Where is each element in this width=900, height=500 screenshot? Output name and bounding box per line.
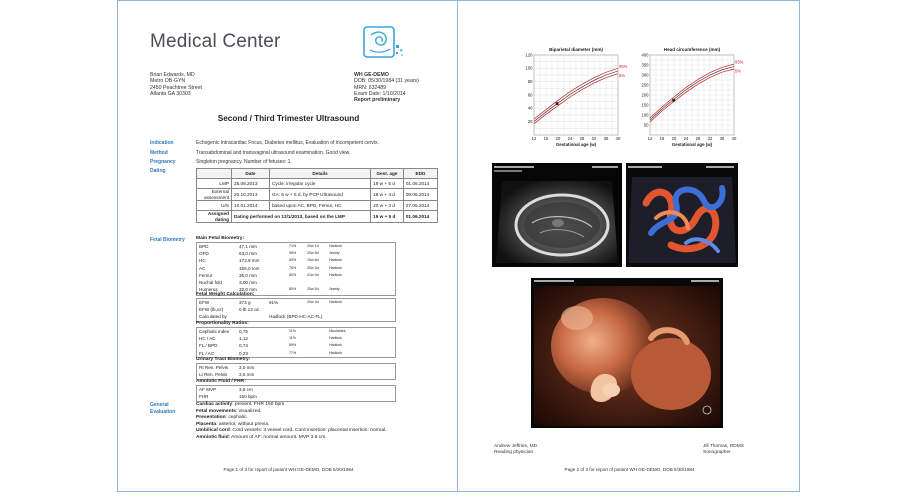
table-cell: U/S — [197, 201, 232, 211]
biometry-cell: Hadlock — [329, 258, 342, 263]
series-label: 95% — [735, 59, 744, 65]
y-tick-label: 60 — [527, 92, 533, 98]
biometry-cell: 21w 0d — [307, 272, 319, 277]
biometry-cell: 0 lb 13 oz — [239, 307, 259, 313]
biometry-cell: AF MVP — [199, 387, 217, 392]
biometry-cell: 76% — [289, 265, 297, 270]
main-biometry-section — [196, 236, 396, 296]
y-tick-label: 350 — [641, 62, 649, 68]
x-tick-label: 20 — [671, 136, 677, 141]
table-cell: Dating performed on 12/1/2013, based on the LMP — [232, 211, 371, 223]
biometry-cell: Jeanty — [329, 287, 340, 292]
table-row — [197, 179, 438, 189]
weight-box — [196, 298, 396, 322]
evaluation-term: Cardiac activity — [196, 402, 233, 407]
biometry-cell: Hadlock — [329, 244, 342, 248]
biometry-cell: 11% — [289, 329, 296, 333]
table-cell: based upon AC, BPD, Femur, HC — [269, 201, 370, 211]
dating-header-cell: EDD — [403, 169, 437, 179]
biometry-cell: 20w 3d — [307, 265, 319, 270]
main-biometry-box — [196, 242, 396, 296]
x-axis-label: Gestational age (w) — [671, 142, 713, 147]
biometry-cell: 3,5 mm — [239, 372, 255, 378]
biometry-cell: Hadlock — [329, 272, 342, 277]
evaluation-term: Umbilical cord — [196, 428, 230, 434]
evaluation-line — [196, 402, 387, 409]
x-tick-label: 36 — [719, 136, 725, 141]
evaluation-value: : anterior, without previa. — [216, 421, 270, 427]
dating-table-header — [197, 169, 438, 179]
method-label: Method — [150, 150, 168, 156]
biometry-cell: 71% — [289, 244, 297, 248]
indication-label: Indication — [150, 140, 174, 146]
y-tick-label: 80 — [527, 79, 533, 85]
biometry-cell: Hadlock — [329, 336, 342, 341]
x-tick-label: 40 — [615, 136, 621, 141]
evaluation-line — [196, 435, 387, 442]
biometry-cell: 3,0 mm — [239, 365, 255, 370]
biometry-cell: 3,00 mm — [239, 280, 257, 285]
biometry-cell: 89% — [289, 343, 297, 348]
biometry-cell: 0,75 — [239, 329, 248, 334]
biometry-cell: Hadlock — [329, 350, 342, 355]
biometry-cell: Hadlock — [329, 343, 342, 348]
table-cell: 25.08.2013 — [232, 179, 270, 189]
dating-header-cell: Details — [269, 169, 370, 179]
x-tick-label: 28 — [579, 136, 585, 141]
table-cell: 01.06.2014 — [403, 211, 437, 223]
evaluation-line — [196, 428, 387, 435]
biometry-cell: 0,23 — [239, 350, 248, 356]
sonographer-role: Sonographer — [703, 450, 731, 455]
doctor-practice: Metro OB-GYN — [150, 78, 186, 85]
biometry-cell: BPD — [199, 244, 209, 249]
biometry-cell: 80% — [289, 272, 297, 277]
reading-physician-signature — [494, 444, 537, 456]
x-tick-label: 36 — [603, 136, 609, 141]
biometry-cell: 150 bpm — [239, 394, 257, 400]
x-tick-label: 12 — [647, 136, 653, 141]
biometry-cell: 91% — [269, 300, 279, 305]
ratios-section — [196, 321, 396, 358]
table-cell: 10.01.2014 — [232, 201, 270, 211]
ultrasound-color-doppler-image — [626, 163, 738, 267]
biometry-cell: 155,0 mm — [239, 265, 260, 271]
patient-dob: DOB: 05/30/1984 (31 years) — [354, 78, 419, 85]
biometry-cell: OFD — [199, 251, 209, 257]
x-tick-label: 12 — [531, 136, 537, 141]
biometry-cell: Rt Ren. Pelvis — [199, 365, 229, 370]
biometry-cell: 373 g — [239, 300, 251, 305]
evaluation-value: : Cord vessels: 3 vessel cord. Cord insertion: placental insertion: normal. — [229, 428, 387, 434]
weight-section — [196, 292, 396, 322]
table-cell: External assessment — [197, 189, 232, 201]
x-tick-label: 16 — [659, 136, 665, 141]
sonographer-name: Jill Thomas, RDMS — [703, 444, 744, 449]
biometry-cell: 80% — [289, 287, 297, 292]
biometry-cell: Femur — [199, 272, 213, 278]
x-axis-label: Gestational age (w) — [555, 142, 597, 147]
series-label: 95% — [619, 63, 628, 69]
biometry-cell: EFW (lb,oz) — [199, 307, 224, 313]
x-tick-label: 16 — [543, 136, 549, 141]
table-cell: Assigned dating — [197, 211, 232, 223]
y-tick-label: 20 — [527, 119, 533, 125]
general-evaluation-text — [196, 402, 387, 442]
y-tick-label: 100 — [525, 65, 533, 71]
weight-title: Fetal Weight Calculation: — [196, 292, 255, 297]
evaluation-value: : Amount of AF: normal amount. MVP 3.8 cm. — [228, 434, 327, 440]
biometry-cell: AC — [199, 265, 206, 271]
y-tick-label: 400 — [641, 52, 649, 58]
measurement-point — [672, 99, 675, 102]
y-tick-label: 300 — [641, 72, 649, 78]
evaluation-term: Fetal movements — [196, 408, 236, 414]
urinary-section — [196, 357, 396, 380]
biometry-cell: 32,0 mm — [239, 287, 257, 293]
main-biometry-title: Main Fetal Biometry: — [196, 236, 245, 241]
biometry-cell: 11% — [289, 336, 296, 341]
biometry-cell: 173,9 mm — [239, 258, 260, 264]
biometry-cell: 47,1 mm — [239, 244, 257, 249]
dating-header-cell: Gest. age — [371, 169, 404, 179]
indication-text: Echogenic Intracardiac Focus, Diabetes mellitus, Evaluation of incompetent cervix. — [196, 140, 379, 146]
report-title: Second / Third Trimester Ultrasound — [217, 114, 360, 123]
chart-title: Biparietal diameter (mm) — [549, 47, 603, 52]
bpd-chart — [520, 45, 632, 153]
table-row — [197, 189, 438, 201]
y-tick-label: 150 — [641, 102, 649, 108]
evaluation-value: : present. FHR 150 bpm. — [232, 402, 286, 407]
biometry-cell: 3,8 cm — [239, 387, 253, 392]
y-tick-label: 40 — [527, 105, 533, 111]
biometry-cell: 63,0 mm — [239, 251, 257, 257]
y-tick-label: 120 — [525, 52, 533, 58]
biometry-cell: 0,74 — [239, 343, 248, 349]
biometry-cell: Calculated by — [199, 314, 227, 320]
biometry-cell: 20w 5d — [307, 251, 319, 256]
table-cell: 19 w + 5 d — [371, 179, 404, 189]
table-cell: LMP — [197, 179, 232, 189]
doctor-city: Atlanta GA 30303 — [150, 90, 191, 97]
y-tick-label: 200 — [641, 92, 649, 98]
method-text: Transabdominal and transvaginal ultrasound examination. Good view. — [196, 150, 351, 156]
patient-exam-date: Exam Date: 1/10/2014 — [354, 90, 406, 97]
measurement-point — [556, 102, 559, 105]
biometry-cell: Lt Ren. Pelvis — [199, 372, 228, 378]
report-page-1 — [117, 0, 458, 492]
general-label: General — [150, 402, 169, 408]
chart-title: Head circumference (mm) — [663, 47, 721, 52]
evaluation-term: Amniotic fluid — [196, 434, 229, 440]
urinary-title: Urinary Tract Biometry: — [196, 357, 251, 362]
ratios-box — [196, 327, 396, 358]
y-tick-label: 250 — [641, 82, 649, 88]
table-cell: GA: 6 w + 6 d, by PCP Ultrasound — [269, 189, 370, 201]
clinic-logo-icon — [362, 23, 406, 63]
urinary-box — [196, 363, 396, 380]
biometry-cell: Hadlock (BPD-HC-AC-FL) — [269, 314, 323, 320]
doctor-name: Brian Edwards, MD — [150, 72, 195, 78]
fluid-box — [196, 385, 396, 402]
evaluation-term: Placenta — [196, 421, 217, 427]
x-tick-label: 24 — [683, 136, 689, 141]
patient-mrn: MRN: 632489 — [354, 84, 387, 91]
evaluation-value: : visualized. — [235, 408, 262, 414]
x-tick-label: 20 — [555, 136, 561, 141]
biometry-cell: Nuchal fold — [199, 280, 222, 285]
biometry-cell: 35,0 mm — [239, 272, 257, 278]
dating-table — [196, 168, 438, 223]
biometry-cell: HC — [199, 258, 206, 264]
patient-id: WH GE-DEMO — [354, 72, 389, 78]
biometry-cell: Nicolaides — [329, 329, 346, 333]
x-tick-label: 40 — [731, 136, 737, 141]
biometry-cell: 20w 4d — [307, 300, 319, 304]
table-cell: 19 w + 5 d — [371, 211, 404, 223]
biometry-cell: 77% — [289, 350, 297, 355]
biometry-cell: Cephalic index — [199, 329, 230, 334]
table-cell: Cycle: irregular cycle — [269, 179, 370, 189]
biometry-cell: 20w 1d — [307, 244, 319, 248]
sonographer-signature — [703, 444, 744, 456]
page-footer: Page 2 of 3 for report of patient WH GE-DEMO, DOB 5/30/1984 — [564, 467, 695, 472]
clinic-title: Medical Center — [150, 31, 281, 52]
report-status: Report preliminary — [354, 97, 401, 104]
fetal-biometry-label: Fetal Biometry — [150, 237, 185, 243]
doctor-address — [150, 72, 202, 97]
x-tick-label: 28 — [695, 136, 701, 141]
y-tick-label: 100 — [641, 112, 649, 118]
dating-header-cell — [197, 169, 232, 179]
fluid-title: Amniotic Fluid / FHR: — [196, 379, 246, 384]
ultrasound-3d-fetus-image — [531, 278, 723, 428]
hc-chart — [636, 45, 748, 153]
biometry-cell: HC / AC — [199, 336, 216, 342]
patient-info — [354, 72, 419, 103]
table-row — [197, 201, 438, 211]
table-row — [197, 211, 438, 223]
x-tick-label: 32 — [591, 136, 597, 141]
biometry-cell: 19w 6d — [307, 258, 319, 263]
series-label: 5% — [735, 68, 742, 74]
physician-role: Reading physician — [494, 450, 534, 455]
biometry-cell: FL / BPD — [199, 343, 218, 349]
pregnancy-text: Singleton pregnancy. Number of fetuses: 1. — [196, 159, 292, 165]
report-page-2 — [457, 0, 800, 492]
pregnancy-label: Pregnancy — [150, 159, 176, 165]
biometry-cell: 95% — [289, 251, 297, 256]
evaluation-value: : cephalic. — [225, 415, 248, 421]
table-cell: 18 w + 4 d — [371, 189, 404, 201]
table-cell: 01.06.2014 — [403, 179, 437, 189]
doctor-street: 2450 Peachtree Street — [150, 84, 202, 91]
biometry-cell: Hadlock — [329, 300, 342, 304]
biometry-cell: 20w 5d — [307, 287, 319, 292]
y-tick-label: 50 — [643, 122, 649, 128]
table-cell: 27.05.2014 — [403, 201, 437, 211]
evaluation-term: Presentation — [196, 415, 226, 421]
biometry-cell: FL / AC — [199, 350, 215, 356]
biometry-cell: 1,12 — [239, 336, 248, 342]
biometry-cell: Humerus — [199, 287, 218, 293]
ultrasound-2d-head-image — [492, 163, 622, 267]
biometry-cell: 53% — [289, 258, 297, 263]
table-cell: 09.06.2014 — [403, 189, 437, 201]
dating-header-cell: Date — [232, 169, 270, 179]
evaluation-line — [196, 415, 387, 422]
x-tick-label: 32 — [707, 136, 713, 141]
physician-name: Andrew Jeffries, MD — [494, 444, 538, 449]
evaluation-label: Evaluation — [150, 409, 176, 415]
ratios-title: Proportionality Ratios: — [196, 321, 249, 326]
biometry-cell: FHR — [199, 394, 209, 400]
table-cell: 20 w + 3 d — [371, 201, 404, 211]
biometry-cell: Hadlock — [329, 265, 342, 270]
fluid-section — [196, 379, 396, 402]
page-footer: Page 1 of 3 for report of patient WH GE-DEMO, DOB 5/30/1984 — [223, 467, 354, 472]
x-tick-label: 24 — [567, 136, 573, 141]
series-label: 5% — [619, 73, 626, 79]
biometry-cell: Jeanty — [329, 251, 340, 256]
dating-label: Dating — [150, 168, 166, 174]
biometry-cell: EFW — [199, 300, 210, 305]
table-cell: 20.10.2013 — [232, 189, 270, 201]
